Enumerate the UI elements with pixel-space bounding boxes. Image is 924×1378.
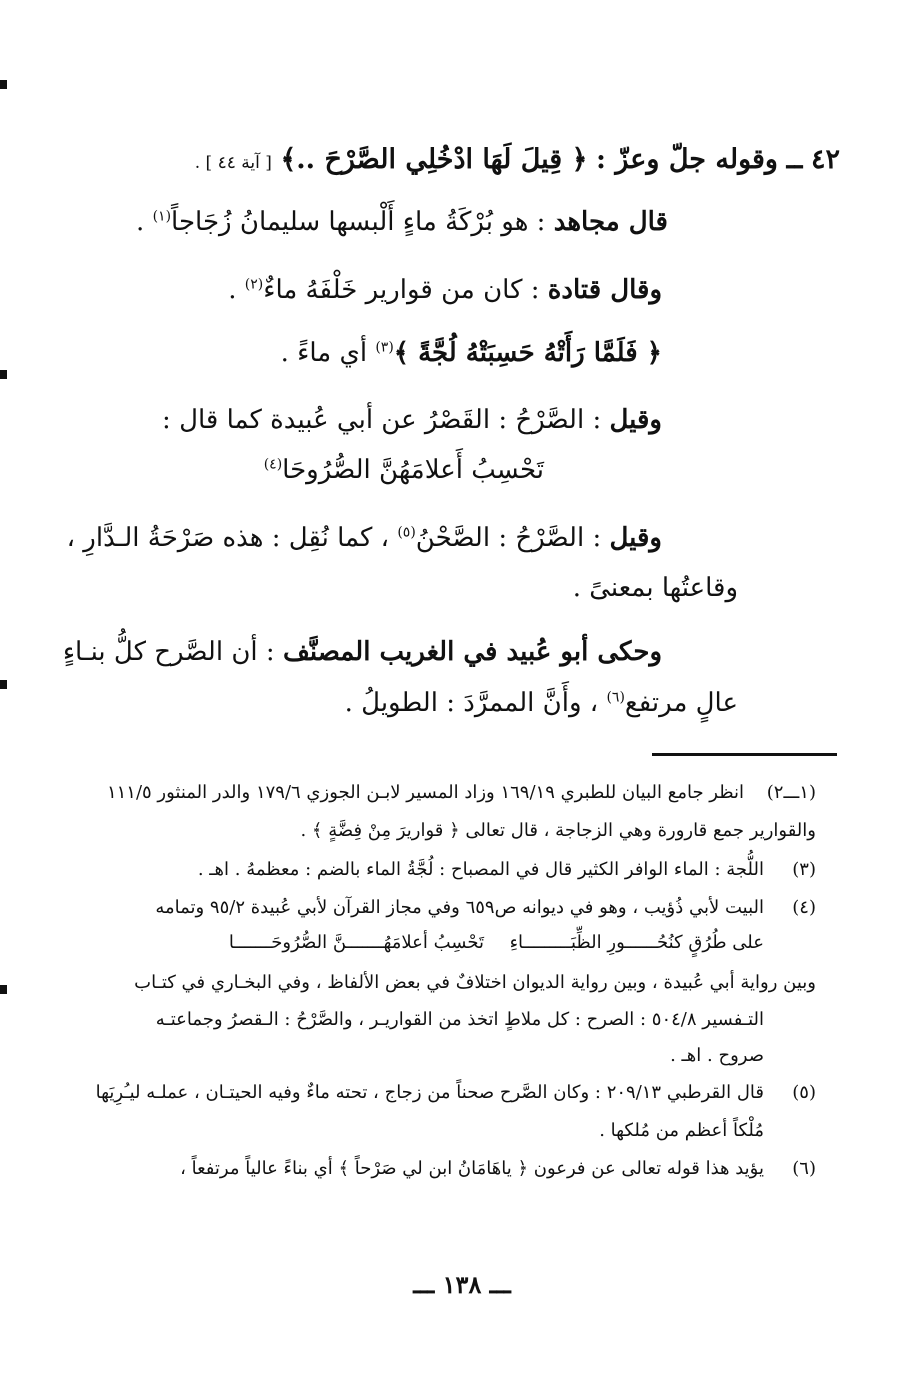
entry-dash: ــ	[786, 144, 803, 175]
footnote-ref: (٦)	[606, 689, 625, 706]
quran-verse: ﴿ قِيلَ لَهَا ادْخُلِي الصَّرْحَ ..﴾	[280, 144, 588, 175]
scan-edge-mark	[0, 985, 7, 994]
scan-edge-mark	[0, 680, 7, 689]
footnote-number: (٦)	[792, 1158, 816, 1179]
footnote-verse-first: على طُرُقٍ كنُحُــــــورِ الظِّبَـــــــــاءِ	[509, 932, 764, 953]
paragraph-verse	[281, 333, 662, 373]
footnote-text: مُلْكاً أعظم من مُلكها .	[599, 1120, 764, 1141]
paragraph-text: : الصَّرْحُ : الصَّحْنُ	[415, 523, 602, 553]
paragraph-text: : أن الصَّرح كلُّ بنـاءٍ	[62, 637, 275, 667]
paragraph-abu-ubaid-line2	[345, 683, 738, 723]
paragraph-text: عالٍ مرتفع	[624, 688, 738, 718]
paragraph-text: : الصَّرْحُ : القَصْرُ عن أبي عُبيدة كما قال :	[162, 405, 602, 435]
entry-number: ٤٢	[810, 144, 840, 175]
footnote-text: وبين رواية أبي عُبيدة ، وبين رواية الديوان اختلافٌ في بعض الألفاظ ، وفي البخـاري في كتـاب	[134, 972, 816, 993]
speaker-name: وقال قتادة	[547, 275, 662, 305]
paragraph-end: .	[228, 275, 245, 305]
footnote-ref: (٤)	[263, 456, 283, 473]
paragraph-text: ، كما نُقِل : هذه صَرْحَةُ الـدَّارِ ،	[66, 523, 398, 553]
paragraph-text: وقاعتُها بمعنىً .	[572, 573, 738, 603]
quran-verse: ﴿ فَلَمَّا رَأَتْهُ حَسِبَتْهُ لُجَّةً ﴾	[393, 338, 662, 368]
footnote-text: اللُّجة : الماء الوافر الكثير قال في المصباح : لُجَّةُ الماء بالضم : معظمهُ . اهـ .	[197, 859, 764, 880]
speaker-name: وقيل	[609, 523, 662, 553]
poem-text: تَحْسِبُ أَعلامَهُنَّ الصُّرُوحَا	[282, 455, 544, 485]
entry-lead: وقوله جلّ وعزّ :	[596, 144, 778, 175]
footnote-number: (١ـــ٢)	[766, 782, 816, 803]
footnote-ref: (١)	[152, 208, 172, 225]
paragraph-text: أي ماءً .	[280, 338, 376, 368]
paragraph-end: .	[136, 207, 153, 237]
speaker-name: وقيل	[609, 405, 662, 435]
heading-line	[80, 140, 840, 183]
footnote-text: والقوارير جمع قارورة وهي الزجاجة ، قال تعالى ﴿ قواريرَ مِنْ فِضَّةٍ ﴾ .	[300, 820, 816, 841]
poem-line	[264, 450, 544, 490]
footnote-number: (٣)	[792, 859, 816, 880]
footnote-verse-second: تَحْسِبُ أعلامَهُـــــــنَّ الصُّرُوحَـــــــا	[228, 932, 484, 953]
speaker-name: قال مجاهد	[553, 207, 668, 237]
page-number: ـــ ١٣٨ ـــ	[413, 1270, 511, 1299]
footnote-ref: (٢)	[244, 276, 264, 293]
footnote-separator	[652, 753, 837, 756]
paragraph-sahn	[67, 518, 662, 558]
ayah-reference: [ آية ٤٤ ] .	[194, 153, 272, 173]
footnote-text: التـفسير ٥٠٤/٨ : الصرح : كل ملاطٍ اتخذ من القواريـر ، والصَّرْحُ : الـقصرُ وجماعتـه	[155, 1009, 764, 1030]
paragraph-abu-ubaid	[63, 632, 662, 672]
scan-edge-mark	[0, 370, 7, 379]
footnote-number: (٥)	[792, 1082, 816, 1103]
footnote-ref: (٥)	[397, 524, 416, 541]
footnote-text: قال القرطبي ٢٠٩/١٣ : وكان الصَّرح صحناً من زجاج ، تحته ماءٌ وفيه الحيتـان ، عملـه ليـُرِيَها	[95, 1082, 764, 1103]
speaker-name: وحكى أبو عُبيد في الغريب المصنَّف	[282, 637, 662, 667]
paragraph-text: ، وأَنَّ الممرَّدَ : الطويلُ .	[344, 688, 607, 718]
footnote-text: البيت لأبي ذُؤيب ، وهو في ديوانه ص٦٥٩ وفي مجاز القرآن لأبي عُبيدة ٩٥/٢ وتمامه	[155, 897, 764, 918]
paragraph-mujahid	[136, 202, 668, 242]
footnote-text: صروح . اهـ .	[670, 1045, 764, 1066]
footnote-text: يؤيد هذا قوله تعالى عن فرعون ﴿ ياهَامَانُ ابن لي صَرْحاً ﴾ أي بناءً عالياً مرتفعاً ،	[180, 1158, 764, 1179]
paragraph-qasr	[162, 400, 662, 440]
footnote-ref: (٣)	[375, 339, 394, 356]
paragraph-qatada	[228, 270, 662, 310]
paragraph-text: : هو بُرْكَةُ ماءٍ أَلْبسها سليمانُ زُجَاجاً	[171, 207, 546, 237]
footnote-text: انظر جامع البيان للطبري ١٦٩/١٩ وزاد المسير لابـن الجوزي ١٧٩/٦ والدر المنثور ١١١/٥	[106, 782, 744, 803]
paragraph-text: : كان من قوارير خَلْفَهُ ماءٌ	[263, 275, 540, 305]
scan-edge-mark	[0, 80, 7, 89]
footnote-number: (٤)	[792, 897, 816, 918]
paragraph-sahn-line2	[573, 568, 738, 608]
